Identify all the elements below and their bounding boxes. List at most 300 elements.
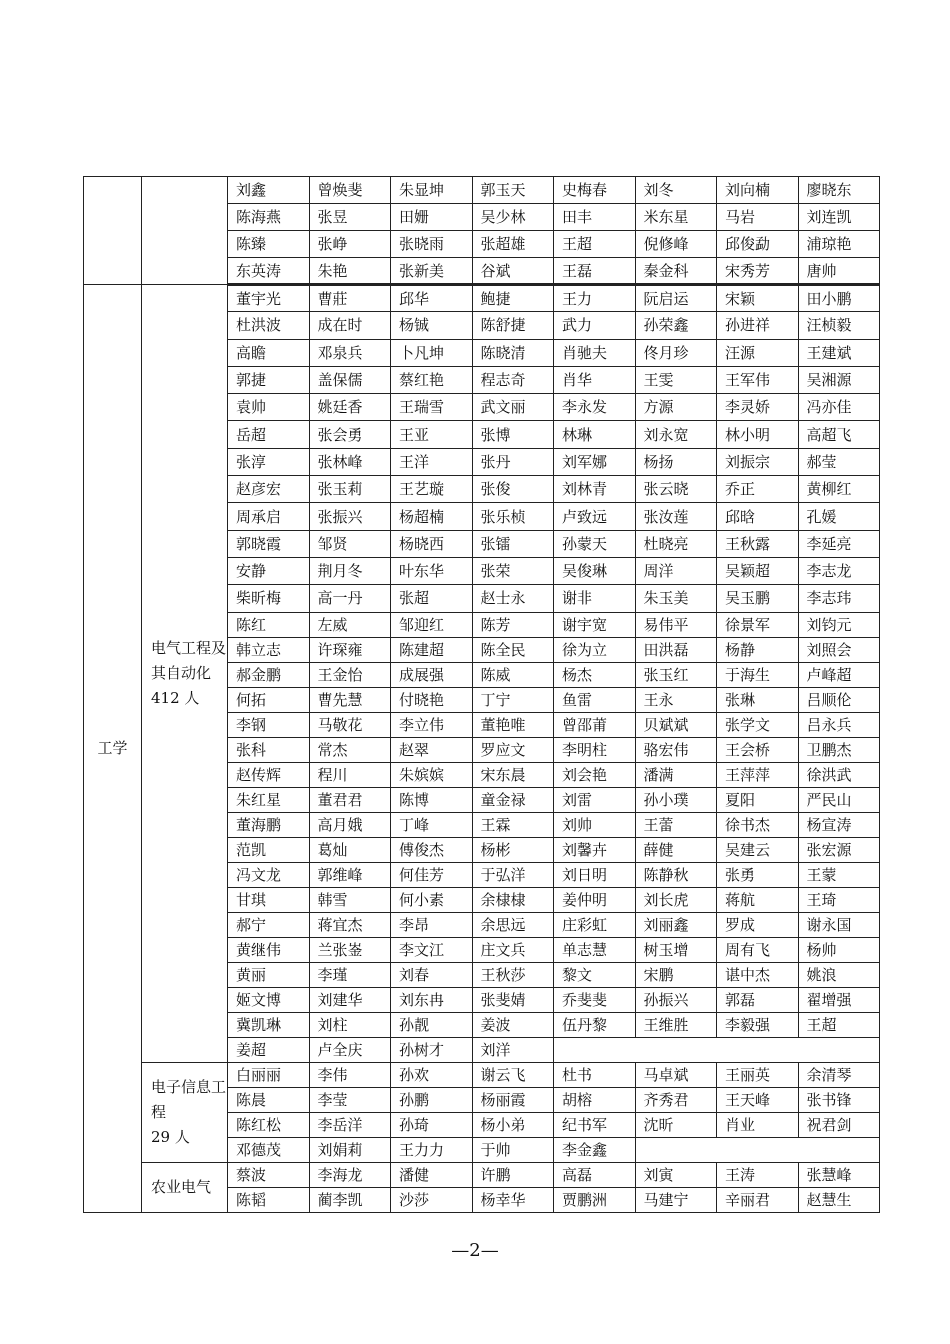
name-cell: 陈晨 xyxy=(228,1087,310,1112)
name-cell: 田洪磊 xyxy=(635,637,717,662)
name-cell: 杨静 xyxy=(717,637,799,662)
name-cell: 易伟平 xyxy=(635,612,717,637)
name-cell: 谢永国 xyxy=(798,912,880,937)
name-cell: 夏阳 xyxy=(717,787,799,812)
name-cell: 乔正 xyxy=(717,476,799,503)
name-cell: 李岳洋 xyxy=(309,1112,391,1137)
name-cell: 陈芳 xyxy=(472,612,554,637)
name-cell: 孙琦 xyxy=(391,1112,473,1137)
name-cell: 李金鑫 xyxy=(554,1137,636,1162)
name-cell: 翟增强 xyxy=(798,987,880,1012)
name-cell: 张学文 xyxy=(717,712,799,737)
name-cell: 杨晓西 xyxy=(391,530,473,557)
name-cell: 张宏源 xyxy=(798,837,880,862)
name-cell: 王亚 xyxy=(391,421,473,448)
name-cell: 赵彦宏 xyxy=(228,476,310,503)
name-cell: 童金禄 xyxy=(472,787,554,812)
name-cell: 沈昕 xyxy=(635,1112,717,1137)
name-cell: 陈臻 xyxy=(228,231,310,258)
name-cell: 徐为立 xyxy=(554,637,636,662)
name-cell: 陈海燕 xyxy=(228,204,310,231)
table-row xyxy=(84,1062,880,1087)
name-cell: 岳超 xyxy=(228,421,310,448)
name-cell: 薛健 xyxy=(635,837,717,862)
name-cell: 卢致远 xyxy=(554,503,636,530)
name-cell: 潘满 xyxy=(635,762,717,787)
name-cell: 朱艳 xyxy=(309,258,391,285)
name-cell: 李瑾 xyxy=(309,962,391,987)
name-cell: 陈全民 xyxy=(472,637,554,662)
table-row xyxy=(84,285,880,312)
name-cell: 刘冬 xyxy=(635,177,717,204)
name-cell: 汪源 xyxy=(717,339,799,366)
name-cell: 安静 xyxy=(228,557,310,584)
major-count: 412 人 xyxy=(151,688,200,707)
name-cell: 李海龙 xyxy=(309,1162,391,1187)
name-cell: 董君君 xyxy=(309,787,391,812)
name-cell: 杨宣涛 xyxy=(798,812,880,837)
name-cell: 周承启 xyxy=(228,503,310,530)
name-cell: 王永 xyxy=(635,687,717,712)
name-cell: 田丰 xyxy=(554,204,636,231)
name-cell: 王金怡 xyxy=(309,662,391,687)
name-cell: 姜波 xyxy=(472,1012,554,1037)
name-cell: 刘向楠 xyxy=(717,177,799,204)
name-cell: 史梅春 xyxy=(554,177,636,204)
name-cell: 叶东华 xyxy=(391,557,473,584)
name-cell: 王萍萍 xyxy=(717,762,799,787)
name-cell: 秦金科 xyxy=(635,258,717,285)
name-cell: 李伟 xyxy=(309,1062,391,1087)
name-cell: 蒋宜杰 xyxy=(309,912,391,937)
name-cell: 唐帅 xyxy=(798,258,880,285)
name-cell: 武力 xyxy=(554,312,636,339)
name-cell: 刘寅 xyxy=(635,1162,717,1187)
name-cell: 骆宏伟 xyxy=(635,737,717,762)
name-cell: 刘柱 xyxy=(309,1012,391,1037)
name-cell: 刘东冉 xyxy=(391,987,473,1012)
name-cell: 甘琪 xyxy=(228,887,310,912)
name-cell: 贾鹏洲 xyxy=(554,1187,636,1212)
name-cell: 赵慧生 xyxy=(798,1187,880,1212)
name-cell: 荆月冬 xyxy=(309,557,391,584)
name-cell: 陈建超 xyxy=(391,637,473,662)
name-cell: 王天峰 xyxy=(717,1087,799,1112)
name-cell: 李立伟 xyxy=(391,712,473,737)
name-cell: 陈红 xyxy=(228,612,310,637)
name-cell: 佟月珍 xyxy=(635,339,717,366)
empty-cell xyxy=(635,1137,880,1162)
name-cell: 姚浪 xyxy=(798,962,880,987)
name-cell: 孔媛 xyxy=(798,503,880,530)
name-cell: 李昂 xyxy=(391,912,473,937)
name-cell: 周洋 xyxy=(635,557,717,584)
name-cell: 王会桥 xyxy=(717,737,799,762)
name-cell: 刘连凯 xyxy=(798,204,880,231)
name-cell: 马卓斌 xyxy=(635,1062,717,1087)
name-cell: 王蒙 xyxy=(798,862,880,887)
name-cell: 吕永兵 xyxy=(798,712,880,737)
name-cell: 程志奇 xyxy=(472,366,554,393)
name-cell: 王涛 xyxy=(717,1162,799,1187)
name-cell: 陈红松 xyxy=(228,1112,310,1137)
name-cell: 张科 xyxy=(228,737,310,762)
name-cell: 肖业 xyxy=(717,1112,799,1137)
name-cell: 赵传辉 xyxy=(228,762,310,787)
name-cell: 张乐桢 xyxy=(472,503,554,530)
name-cell: 张林峰 xyxy=(309,448,391,475)
name-cell: 王秋莎 xyxy=(472,962,554,987)
name-cell: 郝金鹏 xyxy=(228,662,310,687)
name-cell: 谢宇宽 xyxy=(554,612,636,637)
name-cell: 余棣棣 xyxy=(472,887,554,912)
name-cell: 李灵娇 xyxy=(717,394,799,421)
name-cell: 杨铖 xyxy=(391,312,473,339)
name-cell: 李钢 xyxy=(228,712,310,737)
name-cell: 董艳唯 xyxy=(472,712,554,737)
name-cell: 武文丽 xyxy=(472,394,554,421)
name-cell: 林小明 xyxy=(717,421,799,448)
name-cell: 杨超楠 xyxy=(391,503,473,530)
name-cell: 杨丽霞 xyxy=(472,1087,554,1112)
name-cell: 张书锋 xyxy=(798,1087,880,1112)
name-cell: 曹先慧 xyxy=(309,687,391,712)
name-cell: 辛丽君 xyxy=(717,1187,799,1212)
name-cell: 刘春 xyxy=(391,962,473,987)
name-cell: 黄柳红 xyxy=(798,476,880,503)
name-cell: 孙靓 xyxy=(391,1012,473,1037)
name-cell: 庄文兵 xyxy=(472,937,554,962)
name-cell: 曹莊 xyxy=(309,285,391,312)
name-cell: 董海鹏 xyxy=(228,812,310,837)
name-cell: 邓德茂 xyxy=(228,1137,310,1162)
name-cell: 郭捷 xyxy=(228,366,310,393)
name-cell: 吴俊琳 xyxy=(554,557,636,584)
name-cell: 刘鑫 xyxy=(228,177,310,204)
name-cell: 董宇光 xyxy=(228,285,310,312)
name-cell: 浦琼艳 xyxy=(798,231,880,258)
name-cell: 东英涛 xyxy=(228,258,310,285)
name-cell: 姜仲明 xyxy=(554,887,636,912)
name-cell: 姬文博 xyxy=(228,987,310,1012)
name-cell: 纪书军 xyxy=(554,1112,636,1137)
name-cell: 陈舒捷 xyxy=(472,312,554,339)
major-name: 农业电气 xyxy=(151,1177,212,1196)
name-cell: 谢非 xyxy=(554,585,636,612)
name-cell: 肖华 xyxy=(554,366,636,393)
name-cell: 刘帅 xyxy=(554,812,636,837)
name-cell: 黄继伟 xyxy=(228,937,310,962)
name-cell: 贝斌斌 xyxy=(635,712,717,737)
name-cell: 徐书杰 xyxy=(717,812,799,837)
name-cell: 潘健 xyxy=(391,1162,473,1187)
name-cell: 王蕾 xyxy=(635,812,717,837)
name-cell: 吴建云 xyxy=(717,837,799,862)
name-cell: 高月娥 xyxy=(309,812,391,837)
name-cell: 吴少林 xyxy=(472,204,554,231)
name-cell: 杨杰 xyxy=(554,662,636,687)
name-cell: 刘建华 xyxy=(309,987,391,1012)
name-cell: 邱华 xyxy=(391,285,473,312)
name-cell: 刘洋 xyxy=(472,1037,554,1062)
name-cell: 赵士永 xyxy=(472,585,554,612)
name-cell: 周有飞 xyxy=(717,937,799,962)
name-cell: 刘钧元 xyxy=(798,612,880,637)
name-cell: 李莹 xyxy=(309,1087,391,1112)
name-cell: 卜凡坤 xyxy=(391,339,473,366)
name-cell: 杜洪波 xyxy=(228,312,310,339)
name-cell: 卢峰超 xyxy=(798,662,880,687)
name-cell: 孙振兴 xyxy=(635,987,717,1012)
name-cell: 刘永宽 xyxy=(635,421,717,448)
name-cell: 付晓艳 xyxy=(391,687,473,712)
name-cell: 刘日明 xyxy=(554,862,636,887)
name-cell: 卢全庆 xyxy=(309,1037,391,1062)
name-cell: 吴颖超 xyxy=(717,557,799,584)
name-cell: 冯文龙 xyxy=(228,862,310,887)
name-cell: 李永发 xyxy=(554,394,636,421)
major-cell xyxy=(142,1062,228,1162)
name-cell: 韩立志 xyxy=(228,637,310,662)
name-cell: 陈晓清 xyxy=(472,339,554,366)
name-cell: 陈静秋 xyxy=(635,862,717,887)
name-cell: 乔斐斐 xyxy=(554,987,636,1012)
name-cell: 高磊 xyxy=(554,1162,636,1187)
name-cell: 张超 xyxy=(391,585,473,612)
name-cell: 阮启运 xyxy=(635,285,717,312)
name-cell: 王雯 xyxy=(635,366,717,393)
name-cell: 许琛雍 xyxy=(309,637,391,662)
name-cell: 刘军娜 xyxy=(554,448,636,475)
name-cell: 孙蒙天 xyxy=(554,530,636,557)
name-cell: 袁帅 xyxy=(228,394,310,421)
name-cell: 刘馨卉 xyxy=(554,837,636,862)
name-cell: 李志龙 xyxy=(798,557,880,584)
name-cell: 王霖 xyxy=(472,812,554,837)
name-cell: 张斐婧 xyxy=(472,987,554,1012)
name-cell: 王超 xyxy=(798,1012,880,1037)
name-cell: 谢云飞 xyxy=(472,1062,554,1087)
name-cell: 朱显坤 xyxy=(391,177,473,204)
name-cell: 丁宁 xyxy=(472,687,554,712)
name-cell: 郝宁 xyxy=(228,912,310,937)
empty-cell xyxy=(554,1037,880,1062)
name-cell: 邓泉兵 xyxy=(309,339,391,366)
name-cell: 葛灿 xyxy=(309,837,391,862)
category-cell: 工学 xyxy=(84,285,142,1213)
name-cell: 张博 xyxy=(472,421,554,448)
name-cell: 田小鹏 xyxy=(798,285,880,312)
name-cell: 李毅强 xyxy=(717,1012,799,1037)
name-cell: 杨扬 xyxy=(635,448,717,475)
name-cell: 何拓 xyxy=(228,687,310,712)
name-cell: 李延亮 xyxy=(798,530,880,557)
name-cell: 王军伟 xyxy=(717,366,799,393)
name-cell: 张镭 xyxy=(472,530,554,557)
name-cell: 刘丽鑫 xyxy=(635,912,717,937)
name-cell: 张汝莲 xyxy=(635,503,717,530)
name-cell: 罗成 xyxy=(717,912,799,937)
name-cell: 蒋航 xyxy=(717,887,799,912)
name-cell: 余思远 xyxy=(472,912,554,937)
name-cell: 王维胜 xyxy=(635,1012,717,1037)
name-cell: 谌中杰 xyxy=(717,962,799,987)
name-cell: 黄丽 xyxy=(228,962,310,987)
name-list-table xyxy=(83,176,880,1213)
name-cell: 常杰 xyxy=(309,737,391,762)
name-cell: 曾焕斐 xyxy=(309,177,391,204)
table-row xyxy=(84,1162,880,1187)
name-cell: 李文江 xyxy=(391,937,473,962)
name-cell: 赵翠 xyxy=(391,737,473,762)
major-name: 电子信息工程 xyxy=(151,1077,227,1121)
name-cell: 孙鹏 xyxy=(391,1087,473,1112)
name-cell: 于海生 xyxy=(717,662,799,687)
name-cell: 张淳 xyxy=(228,448,310,475)
name-cell: 张勇 xyxy=(717,862,799,887)
name-cell: 马岩 xyxy=(717,204,799,231)
name-cell: 林琳 xyxy=(554,421,636,448)
name-cell: 郭磊 xyxy=(717,987,799,1012)
name-cell: 杜书 xyxy=(554,1062,636,1087)
name-cell: 马建宁 xyxy=(635,1187,717,1212)
name-cell: 蔡波 xyxy=(228,1162,310,1187)
name-cell: 杨彬 xyxy=(472,837,554,862)
name-cell: 张丹 xyxy=(472,448,554,475)
name-cell: 罗应文 xyxy=(472,737,554,762)
name-cell: 马敬花 xyxy=(309,712,391,737)
name-cell: 廖晓东 xyxy=(798,177,880,204)
major-count: 29 人 xyxy=(151,1127,190,1146)
name-cell: 王超 xyxy=(554,231,636,258)
name-cell: 刘娟莉 xyxy=(309,1137,391,1162)
name-cell: 邱俊勐 xyxy=(717,231,799,258)
name-cell: 郝莹 xyxy=(798,448,880,475)
name-cell: 鱼雷 xyxy=(554,687,636,712)
name-cell: 杜晓亮 xyxy=(635,530,717,557)
name-cell: 高超飞 xyxy=(798,421,880,448)
name-cell: 何小素 xyxy=(391,887,473,912)
name-cell: 肖驰夫 xyxy=(554,339,636,366)
name-cell: 郭玉天 xyxy=(472,177,554,204)
name-cell: 杨幸华 xyxy=(472,1187,554,1212)
name-cell: 朱玉美 xyxy=(635,585,717,612)
name-cell: 吴玉鹏 xyxy=(717,585,799,612)
name-cell: 高一丹 xyxy=(309,585,391,612)
name-cell: 张新美 xyxy=(391,258,473,285)
name-cell: 刘林青 xyxy=(554,476,636,503)
name-cell: 张慧峰 xyxy=(798,1162,880,1187)
name-cell: 于弘洋 xyxy=(472,862,554,887)
name-cell: 成在时 xyxy=(309,312,391,339)
name-cell: 刘会艳 xyxy=(554,762,636,787)
name-cell: 于帅 xyxy=(472,1137,554,1162)
name-cell: 陈博 xyxy=(391,787,473,812)
name-cell: 刘长虎 xyxy=(635,887,717,912)
table-row xyxy=(84,177,880,204)
name-cell: 黎文 xyxy=(554,962,636,987)
name-cell: 柴昕梅 xyxy=(228,585,310,612)
name-cell: 徐景军 xyxy=(717,612,799,637)
name-cell: 方源 xyxy=(635,394,717,421)
name-cell: 蔺李凯 xyxy=(309,1187,391,1212)
name-cell: 姚廷香 xyxy=(309,394,391,421)
name-cell: 张会勇 xyxy=(309,421,391,448)
name-cell: 蔡红艳 xyxy=(391,366,473,393)
name-cell: 张云晓 xyxy=(635,476,717,503)
name-cell: 张晓雨 xyxy=(391,231,473,258)
name-cell: 傅俊杰 xyxy=(391,837,473,862)
name-cell: 李志玮 xyxy=(798,585,880,612)
name-cell: 李明柱 xyxy=(554,737,636,762)
name-cell: 杨帅 xyxy=(798,937,880,962)
name-cell: 宋秀芳 xyxy=(717,258,799,285)
name-cell: 祝君剑 xyxy=(798,1112,880,1137)
name-cell: 宋颖 xyxy=(717,285,799,312)
page-number: —2— xyxy=(451,1240,499,1261)
name-cell: 汪桢毅 xyxy=(798,312,880,339)
name-cell: 孙小璞 xyxy=(635,787,717,812)
name-cell: 兰张崟 xyxy=(309,937,391,962)
name-cell: 何佳芳 xyxy=(391,862,473,887)
major-cell xyxy=(142,177,228,285)
name-cell: 单志慧 xyxy=(554,937,636,962)
name-cell: 郭维峰 xyxy=(309,862,391,887)
name-cell: 邹迎红 xyxy=(391,612,473,637)
name-cell: 程川 xyxy=(309,762,391,787)
name-cell: 冀凯琳 xyxy=(228,1012,310,1037)
name-cell: 姜超 xyxy=(228,1037,310,1062)
name-cell: 陈威 xyxy=(472,662,554,687)
name-cell: 张玉红 xyxy=(635,662,717,687)
name-cell: 成展强 xyxy=(391,662,473,687)
name-cell: 鲍捷 xyxy=(472,285,554,312)
name-cell: 王力力 xyxy=(391,1137,473,1162)
name-cell: 张昱 xyxy=(309,204,391,231)
name-cell: 齐秀君 xyxy=(635,1087,717,1112)
name-cell: 孙进祥 xyxy=(717,312,799,339)
name-cell: 丁峰 xyxy=(391,812,473,837)
name-cell: 沙莎 xyxy=(391,1187,473,1212)
name-cell: 卫鹏杰 xyxy=(798,737,880,762)
name-cell: 韩雪 xyxy=(309,887,391,912)
name-cell: 张超雄 xyxy=(472,231,554,258)
name-cell: 高瞻 xyxy=(228,339,310,366)
name-cell: 刘雷 xyxy=(554,787,636,812)
name-cell: 孙树才 xyxy=(391,1037,473,1062)
name-cell: 谷斌 xyxy=(472,258,554,285)
name-cell: 刘振宗 xyxy=(717,448,799,475)
name-cell: 王建斌 xyxy=(798,339,880,366)
name-cell: 庄彩虹 xyxy=(554,912,636,937)
name-cell: 宋鹏 xyxy=(635,962,717,987)
name-cell: 余清琴 xyxy=(798,1062,880,1087)
name-cell: 朱红星 xyxy=(228,787,310,812)
category-cell xyxy=(84,177,142,285)
name-cell: 徐洪武 xyxy=(798,762,880,787)
name-cell: 盖保儒 xyxy=(309,366,391,393)
name-cell: 张玉莉 xyxy=(309,476,391,503)
name-cell: 杨小弟 xyxy=(472,1112,554,1137)
name-cell: 王秋露 xyxy=(717,530,799,557)
name-cell: 王艺璇 xyxy=(391,476,473,503)
name-cell: 严民山 xyxy=(798,787,880,812)
name-cell: 吴湘源 xyxy=(798,366,880,393)
major-name: 电气工程及其自动化 xyxy=(151,638,227,682)
name-cell: 张峥 xyxy=(309,231,391,258)
name-cell: 陈韬 xyxy=(228,1187,310,1212)
name-cell: 孙欢 xyxy=(391,1062,473,1087)
